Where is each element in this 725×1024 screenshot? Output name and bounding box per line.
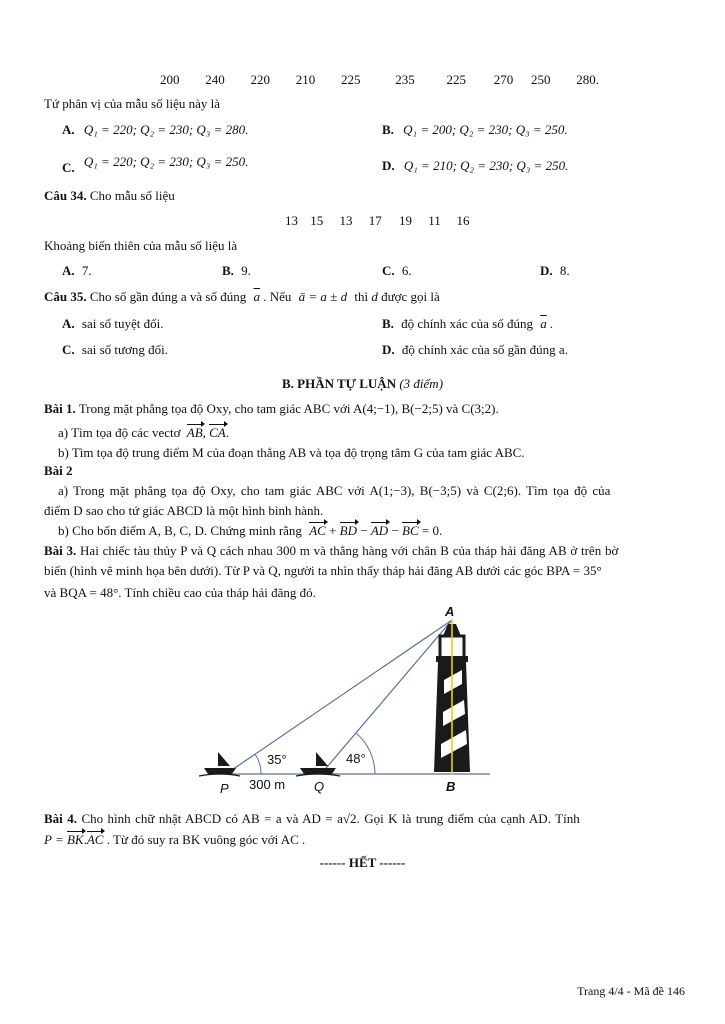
variable-d: d [371,289,378,304]
label-a: A [445,604,455,619]
q33-option-a[interactable] [62,122,248,138]
q34-data-row [285,213,470,229]
option-label: B. [382,122,394,137]
bai1-stem [44,401,499,417]
problem-text: Hai chiếc tàu thủy P và Q cách nhau 300 m và thẳng hàng với chân B của tháp hải đăng AB ở trên bờ [80,543,619,558]
q34-option-c[interactable] [382,263,412,279]
question-text: . Nếu [263,289,292,304]
exact-value-symbol: $\overline{a}$ [253,289,260,304]
angle-arc-p [255,754,261,774]
vector-ca: CA [209,425,226,440]
option-label: D. [382,342,395,357]
part-text: b) Cho bốn điểm A, B, C, D. Chứng minh rằng [58,523,302,538]
problem-text: Cho hình chữ nhật ABCD có AB = a và AD = a√2. Gọi K là trung điểm của cạnh AD. Tính [81,811,580,826]
data-value: 19 [399,213,412,228]
option-label: C. [62,160,75,175]
data-value: 13 [339,213,353,228]
data-value: 200 [160,72,180,87]
option-text-tail: . [549,316,553,331]
bai4-line1 [44,811,580,827]
section-title: B. PHẦN TỰ LUẬN [281,376,397,391]
option-text: 6. [401,263,412,278]
option-label: A. [62,263,75,278]
q33-option-b[interactable] [382,122,568,138]
data-value: 225 [446,72,466,87]
question-text: thì [354,289,369,304]
data-value: 15 [310,213,324,228]
option-text: Q₁ = 210; Q₂ = 230; Q₃ = 250. [403,158,569,173]
section-points: (3 điểm) [399,376,444,391]
problem-text: P = [44,832,64,847]
sightline-pa [226,620,452,774]
label-q: Q [314,779,325,794]
page-footer: Trang 4/4 - Mã đề 146 [577,984,685,998]
vector-bc: BC [402,523,419,538]
option-text: Q₁ = 220; Q₂ = 230; Q₃ = 280. [83,122,249,137]
label-b: B [446,779,456,794]
problem-number: Bài 3. [44,543,77,558]
bai3-line1 [44,543,618,559]
question-number: Câu 35. [44,289,87,304]
bai2-number: Bài 2 [44,463,73,478]
lighthouse [434,620,470,774]
bai1-part-a: a) Tìm tọa độ các vectơ AB, CA. [58,425,230,440]
end-marker: ------ HẾT ------ [319,855,406,870]
data-value: 250 [531,72,551,87]
option-label: B. [382,316,394,331]
data-value: 235 [395,72,415,87]
q35-option-b[interactable] [382,316,553,332]
question-text: Cho mẫu số liệu [89,188,175,203]
boat-p-icon [199,752,240,776]
bai1-part-b: b) Tìm tọa độ trung điểm M của đoạn thẳng AB và tọa độ trọng tâm G của tam giác ABC. [58,445,525,460]
option-text: 7. [81,263,92,278]
q35-option-a[interactable] [62,316,164,332]
option-text: độ chính xác của số đúng [401,316,533,331]
vector-ad: AD [370,523,389,538]
lighthouse-figure [0,600,725,810]
data-value: 270 [493,72,514,87]
option-label: C. [62,342,75,357]
question-text: được gọi là [381,289,440,304]
q34-stem [44,188,175,204]
vector-ab: AB [186,425,203,440]
option-label: A. [62,316,75,331]
problem-number: Bài 1. [44,401,76,416]
option-text: độ chính xác của số gần đúng a. [401,342,568,357]
data-value: 13 [285,213,298,228]
bai2-part-a-line1: a) Trong mặt phẳng tọa độ Oxy, cho tam giác ABC với A(1;−3), B(−3;5) và C(2;6). Tìm tọa độ của [58,483,611,498]
label-p: P [220,781,229,796]
data-value: 220 [250,72,270,87]
q35-stem [44,289,440,305]
option-label: B. [222,263,234,278]
option-text: sai số tương đối. [81,342,169,357]
part-text: = 0. [421,523,443,538]
data-value: 11 [428,213,441,228]
q35-option-d[interactable] [382,342,568,358]
sightline-qa [321,620,452,774]
data-value: 225 [341,72,361,87]
section-b-heading [0,376,725,392]
q33-stem: Tứ phân vị của mẫu số liệu này là [44,96,220,111]
vector-bd: BD [339,523,357,538]
vector-ac: AC [86,832,104,847]
option-label: A. [62,122,75,137]
exact-value-symbol: $\overline{a}$ [540,316,547,331]
option-label: D. [540,263,553,278]
q34-option-d[interactable] [540,263,570,279]
angle-q-label: 48° [346,751,366,766]
q35-option-c[interactable] [62,342,168,358]
vector-bk: BK [66,832,84,847]
data-value: 280. [576,72,599,87]
option-label: D. [382,158,395,173]
bai3-line2: biển (hình vẽ minh họa bên dưới). Từ P và Q, người ta nhìn thấy tháp hải đăng AB dưới các góc BPA = 35° [44,563,602,578]
boat-q-icon [296,752,340,776]
distance-label: 300 m [249,777,286,792]
q34-option-b[interactable] [222,263,251,279]
problem-number: Bài 4. [44,811,77,826]
problem-text: Trong mặt phẳng tọa độ Oxy, cho tam giác ABC với A(4;−1), B(−2;5) và C(3;2). [78,401,499,416]
data-value: 16 [456,213,470,228]
q33-option-d[interactable] [382,158,568,174]
data-value: 17 [368,213,382,228]
angle-p-label: 35° [267,752,287,767]
option-text: Q₁ = 200; Q₂ = 230; Q₃ = 250. [403,122,568,137]
q33-option-c[interactable] [62,154,249,175]
option-text: 8. [559,263,570,278]
bai3-line3: và BQA = 48°. Tính chiều cao của tháp hải đăng đó. [44,585,316,600]
bai4-line2: P = BK.AC . Từ đó suy ra BK vuông góc với AC . [44,832,306,847]
option-text: Q₁ = 220; Q₂ = 230; Q₃ = 250. [83,154,249,169]
question-text: Cho số gần đúng a và số đúng [89,289,247,304]
q34-question: Khoảng biến thiên của mẫu số liệu là [44,238,238,253]
q34-option-a[interactable] [62,263,92,279]
formula: ā = a ± d [298,289,348,304]
problem-text: . Từ đó suy ra BK vuông góc với AC . [106,832,306,847]
data-value: 240 [205,72,225,87]
q33-data-row [160,72,599,88]
question-number: Câu 34. [44,188,87,203]
part-text: a) Tìm tọa độ các vectơ [58,425,181,440]
data-value: 210 [295,72,316,87]
bai2-part-b: b) Cho bốn điểm A, B, C, D. Chứng minh rằng AC + BD − AD − BC = 0. [58,523,443,538]
option-label: C. [382,263,395,278]
option-text: sai số tuyệt đối. [81,316,164,331]
vector-ac: AC [309,523,326,538]
option-text: 9. [241,263,251,278]
bai2-part-a-line2: điểm D sao cho tứ giác ABCD là một hình bình hành. [44,503,324,518]
